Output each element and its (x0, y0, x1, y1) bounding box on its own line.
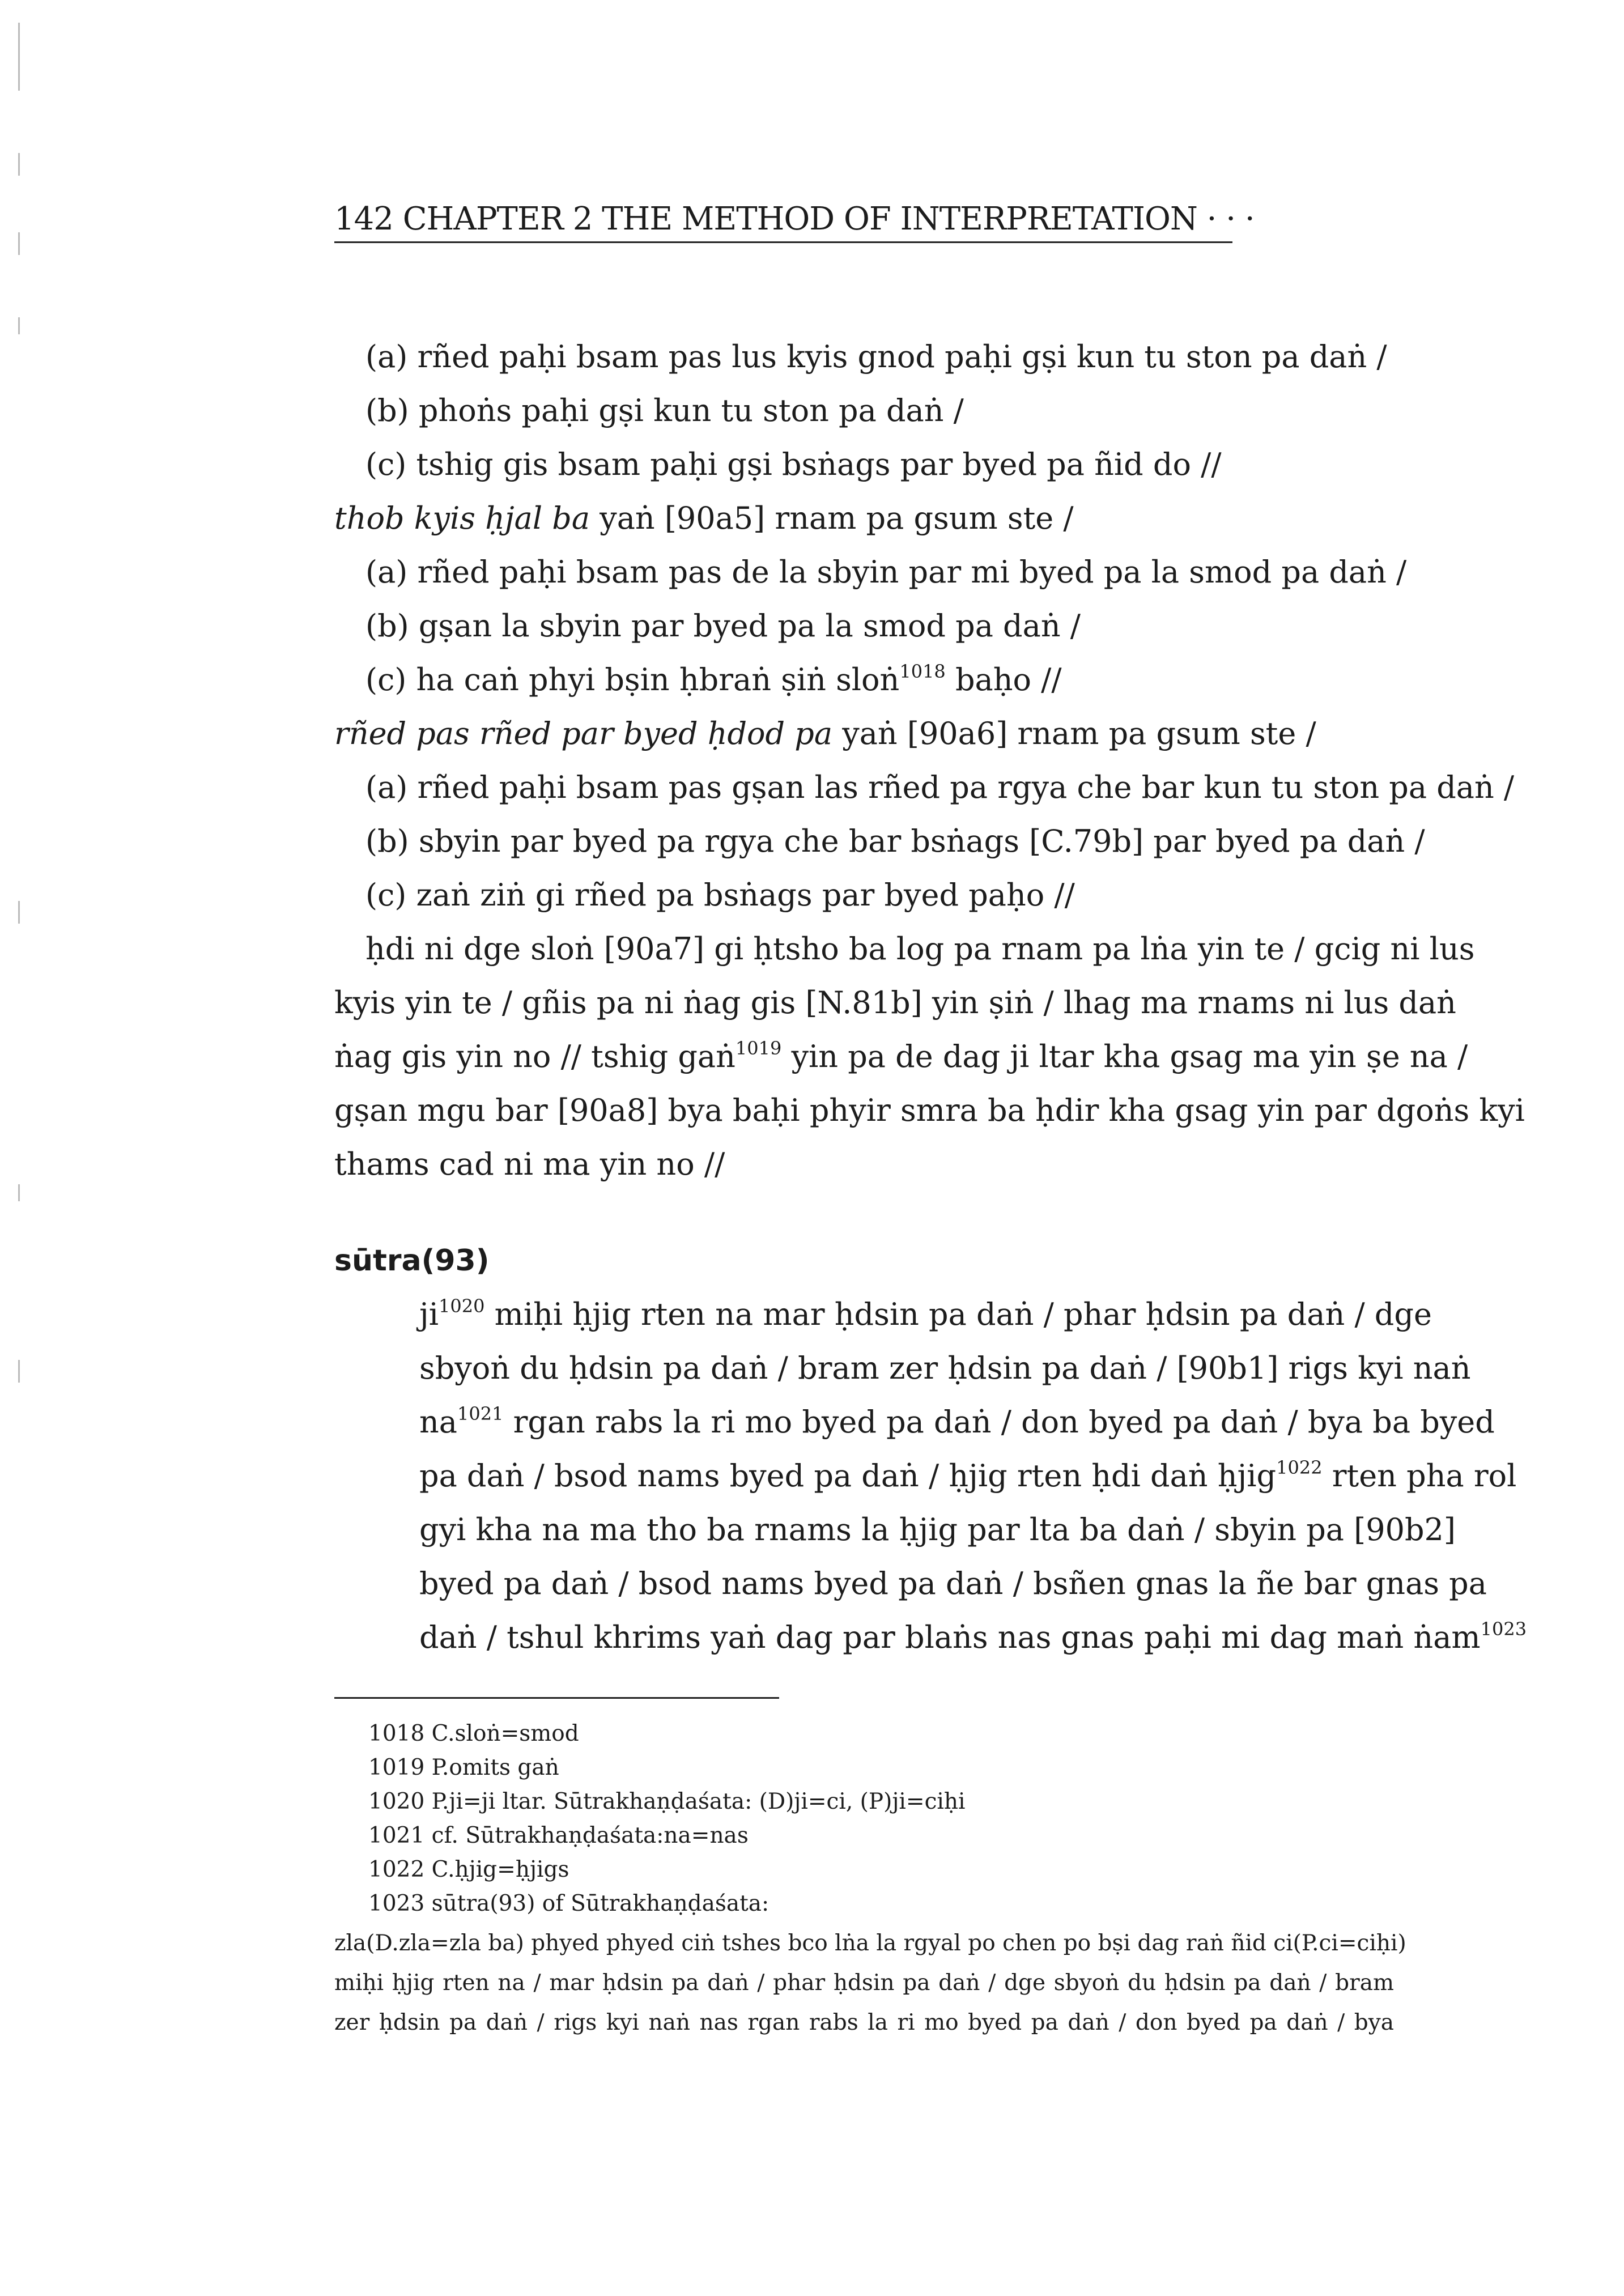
sutra-line: sbyoṅ du ḥdsin pa daṅ / bram zer ḥdsin pa daṅ / [90b1] rigs kyi naṅ (419, 1350, 1471, 1386)
paragraph-line: gṣan mgu bar [90a8] bya baḥi phyir smra ba ḥdir kha gsag yin par dgoṅs kyi (334, 1092, 1525, 1128)
sutra-line: byed pa daṅ / bsod nams byed pa daṅ / bsñen gnas la ñe bar gnas pa (419, 1566, 1487, 1601)
sutra-line: daṅ / tshul khrims yaṅ dag par blaṅs nas gnas paḥi mi dag maṅ ṅam$^{1023}$ (419, 1618, 1527, 1655)
sutra-line: gyi kha na ma tho ba rnams la ḥjig par lta ba daṅ / sbyin pa [90b2] (419, 1512, 1456, 1547)
running-header: 142 CHAPTER 2 THE METHOD OF INTERPRETATION · · · (334, 199, 1232, 243)
body-line: (b) sbyin par byed pa rgya che bar bsṅags [C.79b] par byed pa daṅ / (365, 823, 1425, 859)
footnote-rule (334, 1697, 779, 1699)
footnote-continuation: zer ḥdsin pa daṅ / rigs kyi naṅ nas rgan rabs la ri mo byed pa daṅ / don byed pa daṅ / bya (334, 2010, 1394, 2035)
footnote: 1018 C.sloṅ=smod (368, 1721, 579, 1746)
footnote: 1023 sūtra(93) of Sūtrakhaṇḍaśata: (368, 1891, 770, 1916)
footnote-continuation: zla(D.zla=zla ba) phyed phyed ciṅ tshes bco lṅa la rgyal po chen po bṣi dag raṅ ñid ci(P.ci=ciḥi) (334, 1931, 1406, 1956)
footnote-continuation: miḥi ḥjig rten na / mar ḥdsin pa daṅ / phar ḥdsin pa daṅ / dge sbyoṅ du ḥdsin pa daṅ / bram (334, 1970, 1394, 1996)
footnote: 1022 C.ḥjig=ḥjigs (368, 1857, 569, 1882)
body-line: (a) rñed paḥi bsam pas lus kyis gnod paḥi gṣi kun tu ston pa daṅ / (365, 339, 1387, 375)
scan-margin-marks (12, 23, 35, 1723)
footnote: 1021 cf. Sūtrakhaṇḍaśata:na=nas (368, 1823, 749, 1848)
body-line: rñed pas rñed par byed ḥdod pa yaṅ [90a6] rnam pa gsum ste / (334, 716, 1316, 751)
sutra-line: $na^{1021}$ rgan rabs la ri mo byed pa daṅ / don byed pa daṅ / bya ba byed (419, 1403, 1495, 1440)
footnote-ref: 1019 (735, 1038, 782, 1059)
footnote-ref: 1021 (457, 1403, 504, 1425)
italic-term: thob kyis ḥjal ba (334, 500, 590, 536)
footnote-ref: 1018 (899, 661, 946, 682)
body-line: thob kyis ḥjal ba yaṅ [90a5] rnam pa gsum ste / (334, 500, 1074, 536)
footnote: 1020 P.ji=ji ltar. Sūtrakhaṇḍaśata: (D)ji=ci, (P)ji=ciḥi (368, 1789, 966, 1814)
paragraph-line: ḥdi ni dge sloṅ [90a7] gi ḥtsho ba log pa rnam pa lṅa yin te / gcig ni lus (365, 931, 1475, 967)
footnote-ref: 1023 (1480, 1618, 1527, 1640)
body-line: (a) rñed paḥi bsam pas de la sbyin par mi byed pa la smod pa daṅ / (365, 554, 1407, 590)
paragraph-line: thams cad ni ma yin no // (334, 1146, 725, 1182)
body-line: (c) zaṅ ziṅ gi rñed pa bsṅags par byed paḥo // (365, 877, 1075, 913)
body-line: (b) gṣan la sbyin par byed pa la smod pa daṅ / (365, 608, 1081, 644)
footnote: 1019 P.omits gaṅ (368, 1755, 559, 1780)
paragraph-line: kyis yin te / gñis pa ni ṅag gis [N.81b] yin ṣiṅ / lhag ma rnams ni lus daṅ (334, 985, 1456, 1021)
body-line: (c) tshig gis bsam paḥi gṣi bsṅags par byed pa ñid do // (365, 447, 1222, 482)
paragraph-line: ṅag gis yin no // tshig gaṅ$^{1019}$ yin pa de dag ji ltar kha gsag ma yin ṣe na / (334, 1038, 1468, 1074)
section-title: sūtra(93) (334, 1244, 490, 1278)
body-line: (c) ha caṅ phyi bṣin ḥbraṅ ṣiṅ sloṅ$^{1018}$ baḥo // (365, 661, 1062, 698)
sutra-line: pa daṅ / bsod nams byed pa daṅ / ḥjig rten ḥdi daṅ ḥjig$^{1022}$ rten pha rol (419, 1457, 1517, 1494)
body-line: (a) rñed paḥi bsam pas gṣan las rñed pa rgya che bar kun tu ston pa daṅ / (365, 769, 1515, 805)
sutra-line: $ji^{1020}$ miḥi ḥjig rten na mar ḥdsin pa daṅ / phar ḥdsin pa daṅ / dge (419, 1295, 1432, 1332)
footnote-ref: 1022 (1276, 1457, 1323, 1478)
italic-term: rñed pas rñed par byed ḥdod pa (334, 716, 833, 751)
footnote-ref: 1020 (439, 1295, 485, 1317)
body-line: (b) phoṅs paḥi gṣi kun tu ston pa daṅ / (365, 393, 964, 428)
